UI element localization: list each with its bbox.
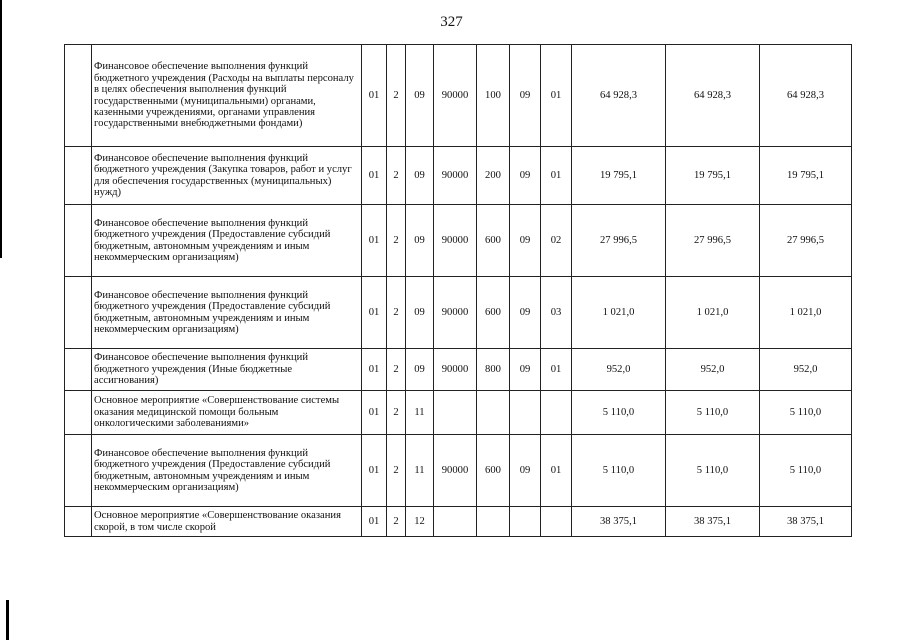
code-cell: 90000 xyxy=(434,435,477,507)
amount-year2-cell: 38 375,1 xyxy=(666,507,760,537)
code-cell: 01 xyxy=(541,349,572,391)
table-row xyxy=(65,391,852,435)
code-cell: 600 xyxy=(477,277,510,349)
amount-year3-cell: 5 110,0 xyxy=(760,435,852,507)
code-cell: 2 xyxy=(387,45,406,147)
scan-edge-mark xyxy=(6,600,9,640)
code-cell: 2 xyxy=(387,349,406,391)
code-cell: 09 xyxy=(406,349,434,391)
code-cell: 2 xyxy=(387,205,406,277)
code-cell: 01 xyxy=(362,435,387,507)
table-row xyxy=(65,277,852,349)
code-cell: 09 xyxy=(510,435,541,507)
row-name-cell: Финансовое обеспечение выполнения функций бюджетного учреждения (Закупка товаров, работ и услуг для обеспечения государственных (муниципальных) нужд) xyxy=(92,147,362,205)
code-cell: 09 xyxy=(510,205,541,277)
margin-cell xyxy=(65,205,92,277)
row-name-cell: Финансовое обеспечение выполнения функций бюджетного учреждения (Предоставление субсидий бюджетным, автономным учреждениям и иным некоммерческим организациям) xyxy=(92,205,362,277)
margin-cell xyxy=(65,391,92,435)
amount-year3-cell: 952,0 xyxy=(760,349,852,391)
code-cell xyxy=(541,507,572,537)
amount-year2-cell: 19 795,1 xyxy=(666,147,760,205)
row-name-cell: Финансовое обеспечение выполнения функций бюджетного учреждения (Иные бюджетные ассигнования) xyxy=(92,349,362,391)
margin-cell xyxy=(65,147,92,205)
code-cell: 01 xyxy=(362,391,387,435)
amount-year1-cell: 5 110,0 xyxy=(572,435,666,507)
code-cell: 2 xyxy=(387,277,406,349)
scan-edge-mark xyxy=(0,0,2,258)
code-cell: 600 xyxy=(477,435,510,507)
table-row xyxy=(65,205,852,277)
code-cell xyxy=(510,507,541,537)
code-cell: 11 xyxy=(406,435,434,507)
code-cell: 09 xyxy=(510,277,541,349)
amount-year3-cell: 38 375,1 xyxy=(760,507,852,537)
amount-year1-cell: 19 795,1 xyxy=(572,147,666,205)
row-name-cell: Основное мероприятие «Совершенствование оказания скорой, в том числе скорой xyxy=(92,507,362,537)
code-cell xyxy=(477,507,510,537)
code-cell: 600 xyxy=(477,205,510,277)
amount-year1-cell: 1 021,0 xyxy=(572,277,666,349)
code-cell: 09 xyxy=(510,147,541,205)
code-cell: 09 xyxy=(406,147,434,205)
amount-year1-cell: 27 996,5 xyxy=(572,205,666,277)
code-cell: 800 xyxy=(477,349,510,391)
table-body xyxy=(65,45,852,537)
code-cell: 09 xyxy=(406,205,434,277)
code-cell: 01 xyxy=(541,45,572,147)
code-cell xyxy=(434,391,477,435)
row-name-cell: Финансовое обеспечение выполнения функций бюджетного учреждения (Предоставление субсидий бюджетным, автономным учреждениям и иным некоммерческим организациям) xyxy=(92,435,362,507)
code-cell: 90000 xyxy=(434,277,477,349)
amount-year3-cell: 19 795,1 xyxy=(760,147,852,205)
code-cell: 01 xyxy=(362,45,387,147)
code-cell: 2 xyxy=(387,435,406,507)
code-cell: 01 xyxy=(362,507,387,537)
code-cell: 200 xyxy=(477,147,510,205)
code-cell: 01 xyxy=(362,205,387,277)
amount-year2-cell: 27 996,5 xyxy=(666,205,760,277)
amount-year2-cell: 952,0 xyxy=(666,349,760,391)
code-cell: 01 xyxy=(362,277,387,349)
code-cell: 01 xyxy=(541,435,572,507)
margin-cell xyxy=(65,507,92,537)
page-number: 327 xyxy=(440,14,463,30)
budget-table xyxy=(64,44,852,537)
amount-year1-cell: 952,0 xyxy=(572,349,666,391)
code-cell: 100 xyxy=(477,45,510,147)
code-cell: 09 xyxy=(406,45,434,147)
code-cell: 09 xyxy=(510,45,541,147)
table-row xyxy=(65,349,852,391)
margin-cell xyxy=(65,349,92,391)
amount-year1-cell: 38 375,1 xyxy=(572,507,666,537)
code-cell: 01 xyxy=(362,147,387,205)
code-cell xyxy=(434,507,477,537)
amount-year2-cell: 5 110,0 xyxy=(666,391,760,435)
code-cell xyxy=(541,391,572,435)
code-cell: 2 xyxy=(387,391,406,435)
code-cell: 90000 xyxy=(434,205,477,277)
code-cell: 90000 xyxy=(434,349,477,391)
amount-year3-cell: 64 928,3 xyxy=(760,45,852,147)
code-cell: 2 xyxy=(387,147,406,205)
table-row xyxy=(65,507,852,537)
margin-cell xyxy=(65,277,92,349)
code-cell: 2 xyxy=(387,507,406,537)
code-cell xyxy=(477,391,510,435)
amount-year3-cell: 27 996,5 xyxy=(760,205,852,277)
code-cell: 01 xyxy=(541,147,572,205)
code-cell: 12 xyxy=(406,507,434,537)
code-cell: 03 xyxy=(541,277,572,349)
row-name-cell: Финансовое обеспечение выполнения функций бюджетного учреждения (Предоставление субсидий бюджетным, автономным учреждениям и иным некоммерческим организациям) xyxy=(92,277,362,349)
code-cell: 01 xyxy=(362,349,387,391)
code-cell: 90000 xyxy=(434,45,477,147)
amount-year1-cell: 5 110,0 xyxy=(572,391,666,435)
amount-year1-cell: 64 928,3 xyxy=(572,45,666,147)
code-cell: 90000 xyxy=(434,147,477,205)
table-row xyxy=(65,435,852,507)
amount-year3-cell: 1 021,0 xyxy=(760,277,852,349)
code-cell: 11 xyxy=(406,391,434,435)
row-name-cell: Финансовое обеспечение выполнения функций бюджетного учреждения (Расходы на выплаты персоналу в целях обеспечения выполнения функций государственными (муниципальными) органами, казенными учреждениями, органами управления государственными внебюджетными фондами) xyxy=(92,45,362,147)
code-cell: 09 xyxy=(510,349,541,391)
code-cell xyxy=(510,391,541,435)
code-cell: 09 xyxy=(406,277,434,349)
amount-year2-cell: 64 928,3 xyxy=(666,45,760,147)
amount-year3-cell: 5 110,0 xyxy=(760,391,852,435)
row-name-cell: Основное мероприятие «Совершенствование системы оказания медицинской помощи больным онкологическими заболеваниями» xyxy=(92,391,362,435)
margin-cell xyxy=(65,435,92,507)
code-cell: 02 xyxy=(541,205,572,277)
table-row xyxy=(65,147,852,205)
amount-year2-cell: 1 021,0 xyxy=(666,277,760,349)
amount-year2-cell: 5 110,0 xyxy=(666,435,760,507)
table-row xyxy=(65,45,852,147)
margin-cell xyxy=(65,45,92,147)
